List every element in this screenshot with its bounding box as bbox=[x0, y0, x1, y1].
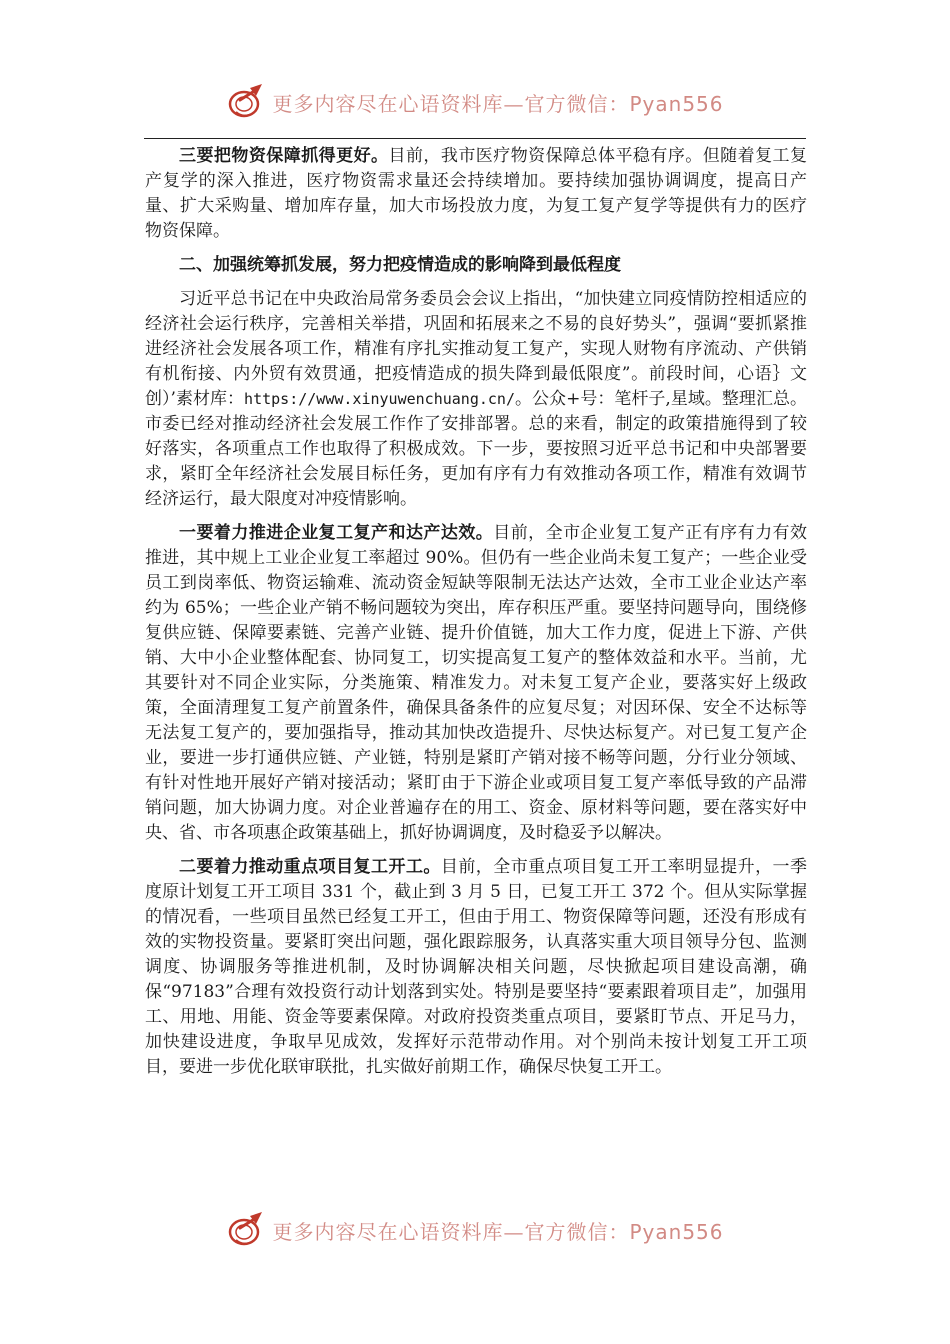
banner-text: 更多内容尽在心语资料库—官方微信：Pyan556 bbox=[272, 1219, 724, 1244]
paragraph-text: 。公众+号：笔杆子,星域。整理汇总。市委已经对推动经济社会发展工作作了安排部署。总的来看，制定的政策措施得到了较好落实，各项重点工作也取得了积极成效。下一步，要按照习近平总书记和中央部署要求，紧盯全年经济社会发展目标任务，更加有序有力有效推动各项工作，精准有效调节经济运行，最大限度对冲疫情影响。 bbox=[145, 389, 807, 509]
banner-text: 更多内容尽在心语资料库—官方微信：Pyan556 bbox=[272, 91, 724, 116]
paragraph-xi-speech bbox=[145, 287, 807, 512]
brush-logo-icon bbox=[226, 82, 266, 122]
wechat-id: Pyan556 bbox=[629, 1219, 724, 1244]
section-heading: 二、加强统筹抓发展，努力把疫情造成的影响降到最低程度 bbox=[179, 255, 621, 275]
paragraph-text: 目前，全市重点项目复工开工率明显提升，一季度原计划复工开工项目 331 个，截止到 3 月 5 日，已复工开工 372 个。但从实际掌握的情况看，一些项目虽然已经复工开工，但由于用工、物资保障等问题，还没有形成有效的实物投资量。要紧盯突出问题，强化跟踪服务，认真落实重大项目领导分包、监测调度、协调服务等推进机制，及时协调解决相关问题，尽快掀起项目建设高潮，确保“97183”合理有效投资行动计划落到实处。特别是要坚持“要素跟着项目走”，加强用工、用地、用能、资金等要素保障。对政府投资类重点项目，要紧盯节点、开足马力，加快建设进度，争取早见成效，发挥好示范带动作用。对个别尚未按计划复工开工项目，要进一步优化联审联批，扎实做好前期工作，确保尽快复工开工。 bbox=[145, 857, 808, 1077]
paragraph-text: 目前，我市医疗物资保障总体平稳有序。但随着复工复产复学的深入推进，医疗物资需求量还会持续增加。要持续加强协调调度，提高日产量、扩大采购量、增加库存量，加大市场投放力度，为复工复产复学等提供有力的医疗物资保障。 bbox=[145, 146, 808, 241]
paragraph-lead: 三要把物资保障抓得更好。 bbox=[179, 146, 389, 166]
paragraph-text: 目前，全市企业复工复产正有序有力有效推进，其中规上工业企业复工率超过 90%。但仍有一些企业尚未复工复产；一些企业受员工到岗率低、物资运输难、流动资金短缺等限制无法达产达效，全市工业企业达产率约为 65%；一些企业产销不畅问题较为突出，库存积压严重。要坚持问题导向，围绕修复供应链、保障要素链、完善产业链、提升价值链，加大工作力度，促进上下游、产供销、大中小企业整体配套、协同复工，切实提高复工复产的整体效益和水平。当前，尤其要针对不同企业实际，分类施策、精准发力。对未复工复产企业，要落实好上级政策，全面清理复工复产前置条件，确保具备条件的应复尽复；对因环保、安全不达标等无法复工复产的，要加强指导，推动其加快改造提升、尽快达标复产。对已复工复产企业，要进一步打通供应链、产业链，特别是紧盯产销对接不畅等问题，分行业分领域、有针对性地开展好产销对接活动；紧盯由于下游企业或项目复工复产率低导致的产品滞销问题，加大协调力度。对企业普遍存在的用工、资金、原材料等问题，要在落实好中央、省、市各项惠企政策基础上，抓好协调调度，及时稳妥予以解决。 bbox=[145, 523, 808, 843]
paragraph-text: 习近平总书记在中央政治局常务委员会会议上指出，“加快建立同疫情防控相适应的经济社会运行秩序，完善相关举措，巩固和拓展来之不易的良好势头”，强调“要抓紧推进经济社会发展各项工作，精准有序扎实推动复工复产，实现人财物有序流动、产供销有机衔接、内外贸有效贯通，把疫情造成的损失降到最低限度”。前段时间，心语｝文创）’素材库： bbox=[145, 289, 807, 409]
document-body bbox=[145, 144, 807, 1089]
source-url: https://www.xinyuwenchuang.cn/ bbox=[244, 390, 515, 408]
paragraph-enterprise-resumption bbox=[145, 521, 807, 846]
paragraph-material-supply bbox=[145, 144, 807, 244]
header-banner bbox=[0, 80, 950, 124]
paragraph-lead: 一要着力推进企业复工复产和达产达效。 bbox=[179, 523, 494, 543]
paragraph-lead: 二要着力推动重点项目复工开工。 bbox=[179, 857, 441, 877]
brush-logo-icon bbox=[226, 1210, 266, 1250]
wechat-id: Pyan556 bbox=[629, 91, 724, 116]
paragraph-key-projects bbox=[145, 855, 807, 1080]
header-rule bbox=[144, 138, 806, 139]
footer-banner bbox=[0, 1208, 950, 1252]
